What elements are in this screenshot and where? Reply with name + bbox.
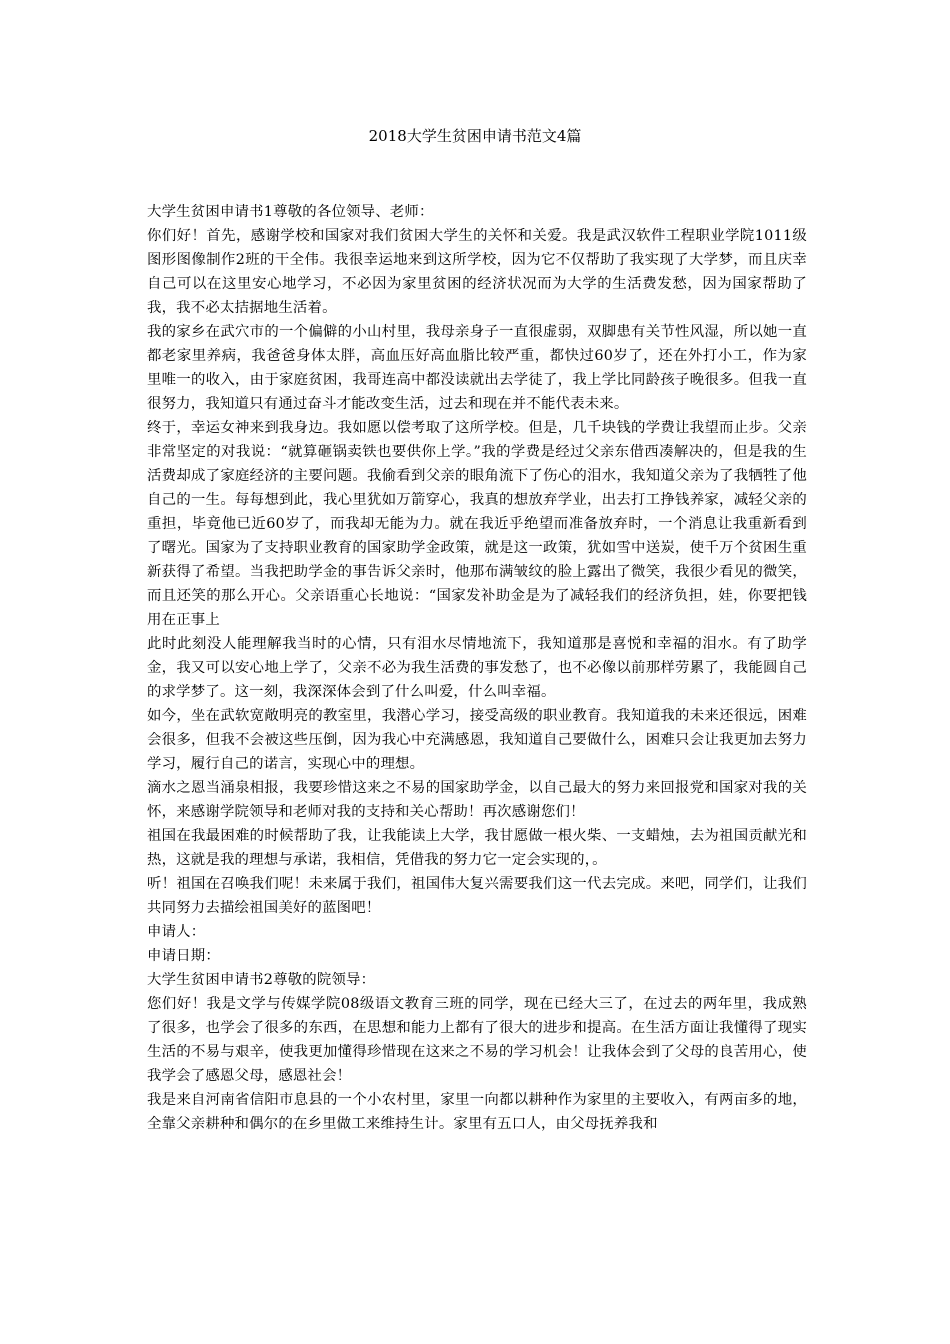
paragraph: 此时此刻没人能理解我当时的心情，只有泪水尽情地流下，我知道那是喜悦和幸福的泪水。有了助学金，我又可以安心地上学了，父亲不必为我生活费的事发愁了，也不必像以前那样劳累了，我能圆自己的求学梦了。这一刻，我深深体会到了什么叫爱，什么叫幸福。	[147, 636, 807, 700]
document-title: 2018大学生贫困申请书范文4篇	[368, 127, 582, 145]
greeting-line-1: 大学生贫困申请书1尊敬的各位领导、老师：	[147, 204, 434, 220]
paragraph: 你们好！首先，感谢学校和国家对我们贫困大学生的关怀和关爱。我是武汉软件工程职业学院1011级图形图像制作2班的干全伟。我很幸运地来到这所学校，因为它不仅帮助了我实现了大学梦，而且庆幸自己可以在这里安心地学习，不必因为家里贫困的经济状况而为大学的生活费发愁，因为国家帮助了我，我不必太拮据地生活着。	[147, 228, 807, 316]
paragraph: 如今，坐在武软宽敞明亮的教室里，我潜心学习，接受高级的职业教育。我知道我的未来还很远，困难会很多，但我不会被这些压倒，因为我心中充满感恩，我知道自己要做什么，困难只会让我更加去努力学习，履行自己的诺言，实现心中的理想。	[147, 708, 807, 772]
applicant-label: 申请人：	[147, 924, 206, 940]
paragraph: 祖国在我最困难的时候帮助了我，让我能读上大学，我甘愿做一根火柴、一支蜡烛，去为祖国贡献光和热，这就是我的理想与承诺，我相信，凭借我的努力它一定会实现的，。	[147, 828, 807, 868]
paragraph: 滴水之恩当涌泉相报，我要珍惜这来之不易的国家助学金，以自己最大的努力来回报党和国家对我的关怀，来感谢学院领导和老师对我的支持和关心帮助！再次感谢您们！	[147, 780, 807, 820]
document-body	[147, 200, 807, 1136]
paragraph: 我的家乡在武穴市的一个偏僻的小山村里，我母亲身子一直很虚弱，双脚患有关节性风湿，所以她一直都老家里养病，我爸爸身体太胖，高血压好高血脂比较严重，都快过60岁了，还在外打小工，作为家里唯一的收入，由于家庭贫困，我哥连高中都没读就出去学徒了，我上学比同龄孩子晚很多。但我一直很努力，我知道只有通过奋斗才能改变生活，过去和现在并不能代表未来。	[147, 324, 807, 412]
paragraph: 听！祖国在召唤我们呢！未来属于我们，祖国伟大复兴需要我们这一代去完成。来吧，同学们，让我们共同努力去描绘祖国美好的蓝图吧！	[147, 876, 807, 916]
application-date-label: 申请日期：	[147, 948, 220, 964]
paragraph: 我是来自河南省信阳市息县的一个小农村里，家里一向都以耕种作为家里的主要收入，有两亩多的地，全靠父亲耕种和偶尔的在乡里做工来维持生计。家里有五口人，由父母抚养我和	[147, 1092, 807, 1132]
paragraph: 终于，幸运女神来到我身边。我如愿以偿考取了这所学校。但是，几千块钱的学费让我望而止步。父亲非常坚定的对我说：“就算砸锅卖铁也要供你上学。”我的学费是经过父亲东借西凑解决的，但是我的生活费却成了家庭经济的主要问题。我偷看到父亲的眼角流下了伤心的泪水，我知道父亲为了我牺牲了他自己的一生。每每想到此，我心里犹如万箭穿心，我真的想放弃学业，出去打工挣钱养家，减轻父亲的重担，毕竟他已近60岁了，而我却无能为力。就在我近乎绝望而准备放弃时，一个消息让我重新看到了曙光。国家为了支持职业教育的国家助学金政策，就是这一政策，犹如雪中送炭，使千万个贫困生重新获得了希望。当我把助学金的事告诉父亲时，他那布满皱纹的脸上露出了微笑，我很少看见的微笑，而且还笑的那么开心。父亲语重心长地说：“国家发补助金是为了减轻我们的经济负担，娃，你要把钱用在正事上	[147, 420, 807, 628]
paragraph: 您们好！我是文学与传媒学院08级语文教育三班的同学，现在已经大三了，在过去的两年里，我成熟了很多，也学会了很多的东西，在思想和能力上都有了很大的进步和提高。在生活方面让我懂得了现实生活的不易与艰辛，使我更加懂得珍惜现在这来之不易的学习机会！让我体会到了父母的良苦用心，使我学会了感恩父母，感恩社会！	[147, 996, 807, 1084]
greeting-line-2: 大学生贫困申请书2尊敬的院领导：	[147, 972, 376, 988]
